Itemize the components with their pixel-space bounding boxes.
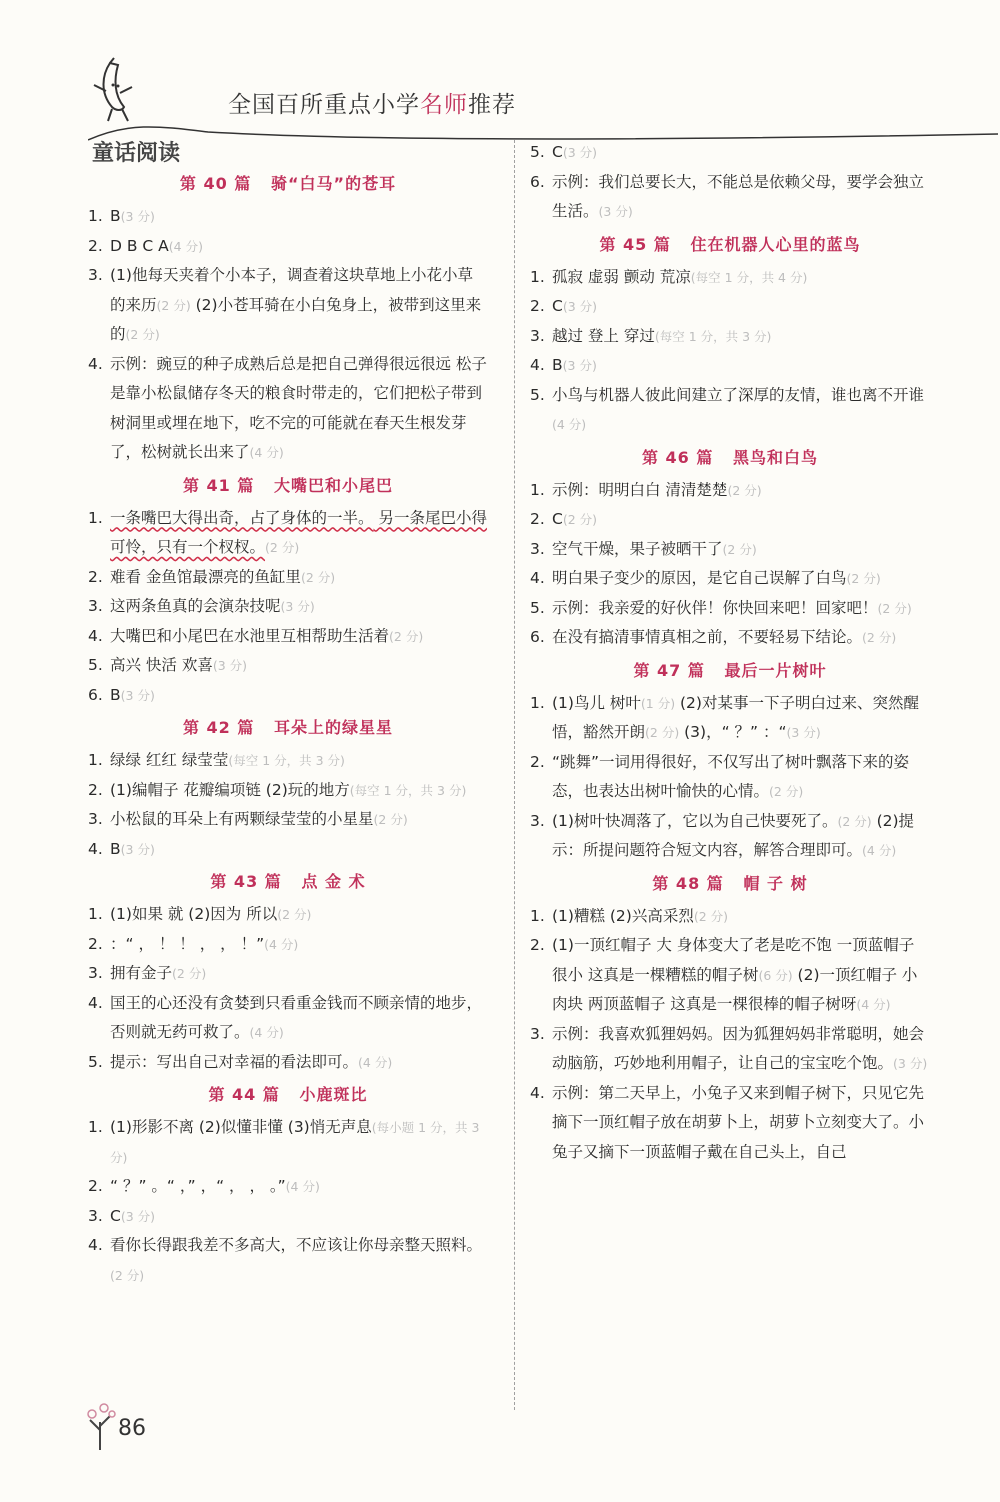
chapter-title: 第 44 篇 小鹿斑比 xyxy=(208,1085,368,1104)
section-title: 童话阅读 xyxy=(92,141,181,166)
list-item: 5. C(3 分) xyxy=(530,143,598,161)
list-item: 3. 这两条鱼真的会演杂技呢(3 分) xyxy=(88,597,315,615)
list-item: 3. 示例：我喜欢狐狸妈妈。因为狐狸妈妈非常聪明，她会动脑筋，巧妙地利用帽子，让自己的宝宝吃个饱。(3 分) xyxy=(530,1024,928,1072)
list-item: 2. 难看 金鱼馆最漂亮的鱼缸里(2 分) xyxy=(88,567,336,586)
list-item: 4. 国王的心还没有贪婪到只看重金钱而不顾亲情的地步，否则就无药可救了。(4 分) xyxy=(88,993,483,1041)
list-item: 5. 示例：我亲爱的好伙伴！你快回来吧！回家吧！(2 分) xyxy=(530,598,912,617)
chapter-title: 第 47 篇 最后一片树叶 xyxy=(633,660,827,680)
header-title: 全国百所重点小学名师推荐 xyxy=(228,92,516,118)
list-item: 6. 在没有搞清事情真相之前，不要轻易下结论。(2 分) xyxy=(530,628,897,646)
list-item: 3. (1)树叶快凋落了，它以为自己快要死了。(2 分) (2)提示：所提问题符合短文内容，解答合理即可。(4 分) xyxy=(530,811,915,859)
list-item: 1. B(3 分) xyxy=(88,207,155,225)
list-item: 1. 示例：明明白白 清清楚楚(2 分) xyxy=(530,480,762,499)
list-item: 4. B(3 分) xyxy=(88,839,155,858)
list-item: 4. B(3 分) xyxy=(530,356,597,374)
list-item: 2. D B C A(4 分) xyxy=(88,236,203,255)
list-item: 5. 高兴 快活 欢喜(3 分) xyxy=(88,656,248,674)
list-item: 4. 大嘴巴和小尾巴在水池里互相帮助生活着(2 分) xyxy=(88,626,424,645)
list-item: 3. 拥有金子(2 分) xyxy=(88,964,207,982)
list-item: 4. 示例：第二天早上，小兔子又来到帽子树下，只见它先摘下一顶红帽子放在胡萝卜上，胡萝卜立刻变大了。小兔子又摘下一顶蓝帽子戴在自己头上，自己 xyxy=(530,1083,925,1161)
list-item: 2. C(3 分) xyxy=(530,297,598,315)
chapter-title: 第 45 篇 住在机器人心里的蓝鸟 xyxy=(599,234,861,254)
list-item: 2. C(2 分) xyxy=(530,510,598,528)
chapter-title: 第 43 篇 点 金 术 xyxy=(210,872,366,891)
page-header xyxy=(0,0,1000,140)
chapter-title: 第 48 篇 帽 子 树 xyxy=(652,873,808,893)
list-item: 3. 空气干燥，果子被晒干了(2 分) xyxy=(530,539,757,558)
chapter-title: 第 42 篇 耳朵上的绿星星 xyxy=(182,718,394,737)
list-item: 1. (1)糟糕 (2)兴高采烈(2 分) xyxy=(530,906,729,925)
list-item: 2. (1)一顶红帽子 大 身体变大了老是吃不饱 一顶蓝帽子 很小 这真是一棵糟糕的帽子树(6 分) (2)一顶红帽子 小肉块 两顶蓝帽子 这真是一棵很棒的帽子树呀(4 分) xyxy=(530,936,918,1013)
page-number: 86 xyxy=(118,1416,146,1441)
chapter-title: 第 40 篇 骑“白马”的苍耳 xyxy=(179,174,397,193)
list-item: 1. (1)形影不离 (2)似懂非懂 (3)悄无声息(每小题 1 分，共 3 分) xyxy=(88,1118,480,1165)
chapter-title: 第 46 篇 黑鸟和白鸟 xyxy=(641,447,819,467)
list-item: 6. B(3 分) xyxy=(88,685,155,704)
list-item: 2. ：“ ， ！ ！ ， ， ！”(4 分) xyxy=(88,934,299,953)
list-item: 5. 小鸟与机器人彼此间建立了深厚的友情，谁也离不开谁(4 分) xyxy=(530,385,925,432)
left-column xyxy=(88,166,488,1290)
right-column xyxy=(530,138,930,1167)
list-item: 1. 一条嘴巴大得出奇，占了身体的一半。 另一条尾巴小得可怜，只有一个杈杈。(2 分) xyxy=(88,508,487,556)
tree-icon xyxy=(82,1400,118,1450)
column-divider xyxy=(514,140,515,1410)
list-item: 3. C(3 分) xyxy=(88,1206,156,1225)
list-item: 3. 越过 登上 穿过(每空 1 分，共 3 分) xyxy=(530,326,772,345)
list-item: 1. (1)如果 就 (2)因为 所以(2 分) xyxy=(88,905,312,923)
list-item: 6. 示例：我们总要长大，不能总是依赖父母，要学会独立生活。(3 分) xyxy=(530,172,925,220)
list-item: 4. 明白果子变少的原因，是它自己误解了白鸟(2 分) xyxy=(530,569,881,587)
list-item: 4. 看你长得跟我差不多高大，不应该让你母亲整天照料。(2 分) xyxy=(88,1236,483,1283)
chapter-title: 第 41 篇 大嘴巴和小尾巴 xyxy=(182,475,394,495)
list-item: 3. 小松鼠的耳朵上有两颗绿莹莹的小星星(2 分) xyxy=(88,810,408,828)
list-item: 2. “ ？” 。“ ，” ，“ ， ， 。”(4 分) xyxy=(88,1177,320,1195)
list-item: 1. (1)鸟儿 树叶(1 分) (2)对某事一下子明白过来、突然醒悟，豁然开朗(2 分) (3)，“ ？” ：“(3 分) xyxy=(530,693,919,741)
list-item: 2. (1)编帽子 花瓣编项链 (2)玩的地方(每空 1 分，共 3 分) xyxy=(88,780,467,799)
list-item: 1. 孤寂 虚弱 颤动 荒凉(每空 1 分，共 4 分) xyxy=(530,267,808,286)
list-item: 2. “跳舞”一词用得很好，不仅写出了树叶飘落下来的姿态，也表达出树叶愉快的心情。(2 分) xyxy=(530,752,910,800)
list-item: 1. 绿绿 红红 绿莹莹(每空 1 分，共 3 分) xyxy=(88,751,345,769)
list-item: 4. 示例：豌豆的种子成熟后总是把自己弹得很远很远 松子是靠小松鼠储存冬天的粮食时带走的，它们把松子带到树洞里或埋在地下，吃不完的可能就在春天生根发芽了，松树就长出来了(4 分) xyxy=(88,354,487,461)
list-item: 5. 提示：写出自己对幸福的看法即可。(4 分) xyxy=(88,1052,393,1071)
banana-mascot-icon xyxy=(80,55,150,125)
list-item: 3. (1)他每天夹着个小本子，调查着这块草地上小花小草的来历(2 分) (2)小苍耳骑在小白兔身上，被带到这里来的(2 分) xyxy=(88,266,482,343)
